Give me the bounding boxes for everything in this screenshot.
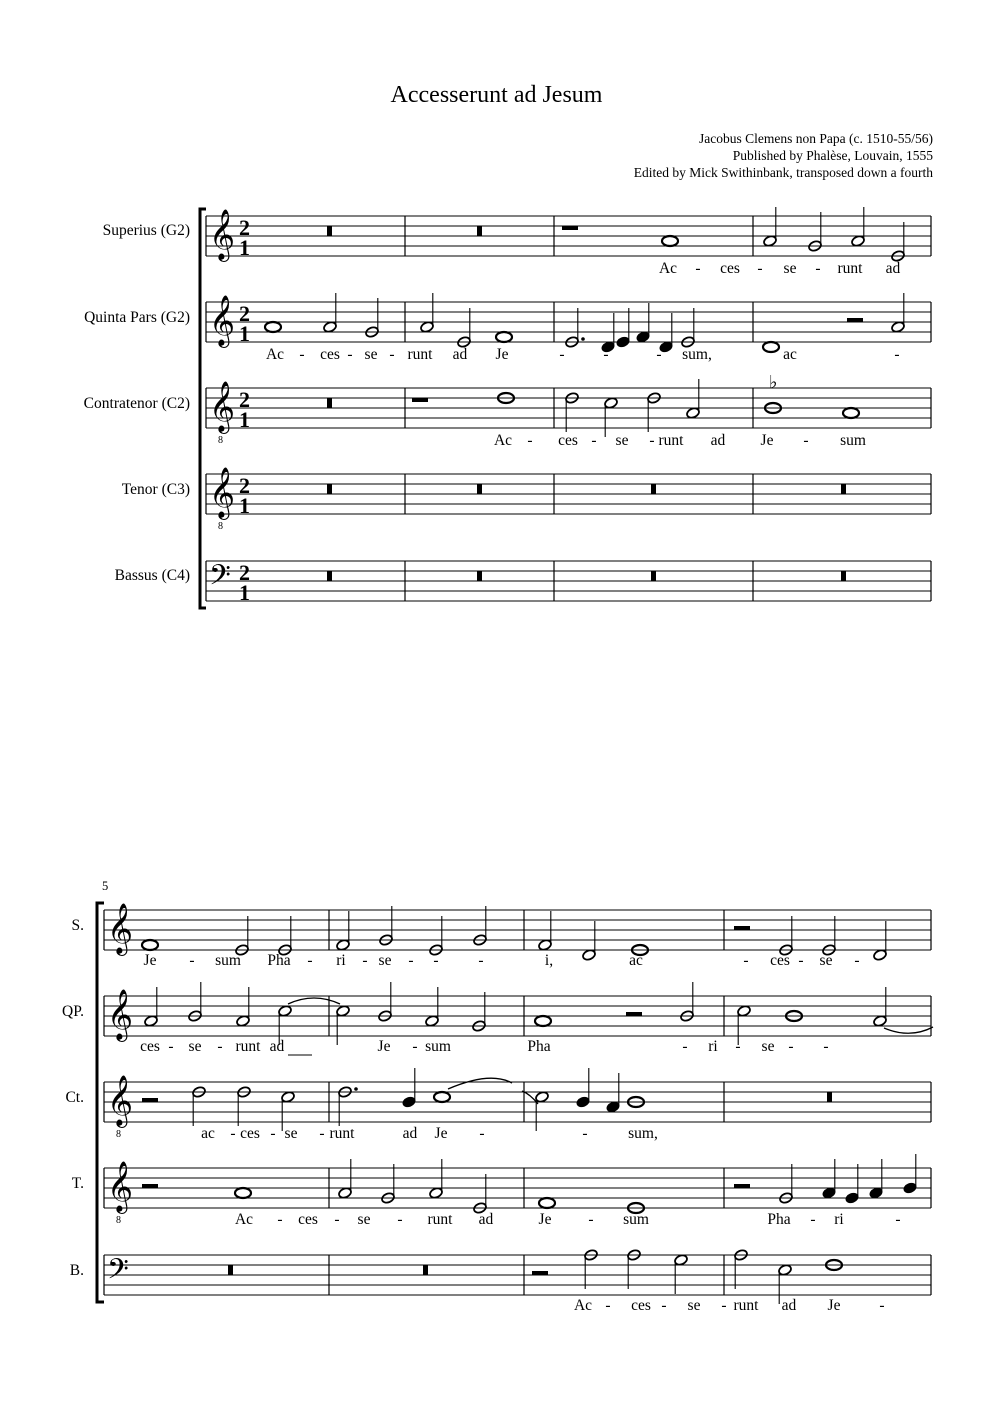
staff bbox=[104, 1168, 931, 1208]
lyric-syllable: Je bbox=[760, 432, 774, 449]
half-note bbox=[873, 987, 888, 1027]
breve-rest bbox=[327, 571, 332, 581]
treble-clef-glyph: 𝄞 bbox=[107, 1076, 134, 1125]
treble-clef-glyph: 𝄞 bbox=[107, 1162, 134, 1211]
lyric-hyphen: - bbox=[412, 1038, 418, 1055]
lyric-hyphen: - bbox=[815, 260, 821, 277]
treble-clef bbox=[107, 990, 133, 1042]
treble-clef bbox=[209, 468, 235, 532]
lyric-syllable: sum, bbox=[682, 346, 712, 363]
lyric-hyphen: - bbox=[479, 1125, 485, 1142]
lyric-hyphen: - bbox=[582, 1125, 588, 1142]
half-note bbox=[429, 1159, 444, 1199]
treble-clef-glyph: 𝄞 bbox=[209, 296, 236, 345]
notehead bbox=[582, 949, 597, 962]
lyric-hyphen: - bbox=[527, 432, 533, 449]
lyric-syllable: se bbox=[357, 1211, 371, 1228]
staff-label-bassus: Bassus (C4) bbox=[114, 567, 190, 584]
staff bbox=[206, 216, 931, 256]
notehead bbox=[429, 1187, 444, 1200]
half-note bbox=[763, 207, 778, 247]
lyric-syllable: ad bbox=[478, 1211, 494, 1228]
time-signature-numerator: 2 bbox=[239, 387, 250, 412]
lyric-hyphen: - bbox=[656, 346, 662, 363]
half-note bbox=[336, 911, 351, 951]
notehead bbox=[281, 1091, 296, 1104]
staff-label-b: B. bbox=[69, 1262, 84, 1279]
treble-clef bbox=[107, 1076, 133, 1140]
staff bbox=[206, 302, 931, 342]
whole-note bbox=[434, 1092, 450, 1102]
notehead bbox=[496, 332, 512, 342]
staff-label-qp: QP. bbox=[62, 1003, 84, 1020]
lyric-syllable: runt bbox=[235, 1038, 261, 1055]
lyric-syllable: Pha bbox=[267, 952, 291, 969]
half-note bbox=[144, 987, 159, 1027]
notehead bbox=[873, 949, 888, 962]
lyric-syllable: ri bbox=[336, 952, 346, 969]
whole-note bbox=[662, 236, 678, 246]
staff bbox=[104, 1082, 931, 1122]
octave-8-mark: 8 bbox=[218, 521, 223, 532]
notehead bbox=[338, 1187, 353, 1200]
half-note bbox=[604, 397, 619, 437]
breve-rest bbox=[477, 571, 482, 581]
treble-clef bbox=[209, 382, 235, 446]
lyric-syllable: ces bbox=[770, 952, 790, 969]
breve-rest bbox=[841, 484, 846, 494]
breve-rest bbox=[651, 484, 656, 494]
time-signature-denominator: 1 bbox=[239, 580, 250, 605]
half-note bbox=[535, 1091, 550, 1131]
minim-rest bbox=[734, 926, 750, 930]
notehead bbox=[674, 1254, 689, 1267]
half-note bbox=[538, 911, 553, 951]
lyric-hyphen: - bbox=[757, 260, 763, 277]
lyric-hyphen: - bbox=[433, 952, 439, 969]
lyric-hyphen: - bbox=[894, 346, 900, 363]
tie bbox=[884, 1027, 933, 1033]
half-note bbox=[323, 293, 338, 333]
treble-clef-glyph: 𝄞 bbox=[209, 210, 236, 259]
lyric-syllable: Je bbox=[377, 1038, 391, 1055]
octave-8-mark: 8 bbox=[116, 1129, 121, 1140]
minim-rest bbox=[626, 1012, 642, 1016]
time-signature-denominator: 1 bbox=[239, 493, 250, 518]
semibreve-rest bbox=[562, 226, 578, 230]
half-note bbox=[236, 987, 251, 1027]
notehead bbox=[822, 1187, 837, 1200]
notehead bbox=[737, 1005, 752, 1018]
quarter-note bbox=[822, 1159, 837, 1199]
octave-8-mark: 8 bbox=[116, 1215, 121, 1226]
lyric-syllable: se bbox=[783, 260, 797, 277]
time-signature-numerator: 2 bbox=[239, 473, 250, 498]
staff-label-ct: Ct. bbox=[65, 1089, 84, 1106]
lyric-hyphen: - bbox=[788, 1038, 794, 1055]
lyric-hyphen: - bbox=[362, 952, 368, 969]
quarter-note bbox=[903, 1154, 918, 1194]
lyric-syllable: se bbox=[687, 1297, 701, 1314]
lyric-syllable: runt bbox=[407, 346, 433, 363]
half-note bbox=[873, 921, 888, 961]
quarter-note bbox=[402, 1068, 417, 1108]
octave-8-mark: 8 bbox=[218, 435, 223, 446]
lyric-hyphen: - bbox=[803, 432, 809, 449]
treble-clef bbox=[107, 904, 133, 956]
lyric-syllable: ad bbox=[781, 1297, 797, 1314]
lyric-hyphen: - bbox=[299, 346, 305, 363]
treble-clef-glyph: 𝄞 bbox=[209, 382, 236, 431]
lyric-hyphen: - bbox=[559, 346, 565, 363]
notehead bbox=[142, 940, 158, 950]
lyric-hyphen: - bbox=[661, 1297, 667, 1314]
breve-rest bbox=[327, 484, 332, 494]
treble-clef bbox=[209, 296, 235, 348]
tie bbox=[448, 1078, 512, 1089]
lyric-hyphen: - bbox=[168, 1038, 174, 1055]
whole-note bbox=[265, 322, 281, 332]
notehead bbox=[778, 1264, 793, 1277]
lyric-syllable: ac bbox=[783, 346, 797, 363]
quarter-note bbox=[845, 1164, 860, 1204]
lyric-syllable: Je bbox=[434, 1125, 448, 1142]
quarter-note bbox=[606, 1073, 621, 1113]
notehead bbox=[336, 939, 351, 952]
lyric-syllable: ac bbox=[629, 952, 643, 969]
lyric-syllable: i, bbox=[544, 952, 554, 969]
lyric-syllable: ri bbox=[708, 1038, 718, 1055]
quarter-note bbox=[869, 1159, 884, 1199]
notehead bbox=[763, 235, 778, 248]
lyric-syllable: Pha bbox=[767, 1211, 791, 1228]
lyric-syllable: ad bbox=[452, 346, 468, 363]
lyric-hyphen: - bbox=[270, 1125, 276, 1142]
bass-clef: 𝄢 bbox=[209, 561, 231, 598]
lyric-syllable: ces bbox=[320, 346, 340, 363]
breve-rest bbox=[477, 226, 482, 236]
lyric-syllable: Ac bbox=[234, 1211, 254, 1228]
lyric-syllable: sum bbox=[425, 1038, 451, 1055]
lyric-syllable: se bbox=[378, 952, 392, 969]
notehead bbox=[535, 1016, 551, 1026]
staff-label-superius: Superius (G2) bbox=[102, 222, 190, 239]
treble-clef bbox=[107, 1162, 133, 1226]
notehead bbox=[903, 1182, 918, 1195]
notehead bbox=[144, 1015, 159, 1028]
staff-label-s: S. bbox=[71, 917, 84, 934]
lyric-syllable: ces bbox=[140, 1038, 160, 1055]
lyric-hyphen: - bbox=[588, 1211, 594, 1228]
notehead bbox=[606, 1101, 621, 1114]
composer-credit: Jacobus Clemens non Papa (c. 1510-55/56) bbox=[699, 131, 933, 146]
whole-note bbox=[496, 332, 512, 342]
breve-rest bbox=[477, 484, 482, 494]
lyric-syllable: ad bbox=[402, 1125, 418, 1142]
lyric-syllable: Ac bbox=[265, 346, 285, 363]
minim-rest bbox=[142, 1098, 158, 1102]
treble-clef-glyph: 𝄞 bbox=[107, 990, 134, 1039]
whole-note bbox=[765, 372, 781, 413]
lyric-hyphen: - bbox=[478, 952, 484, 969]
lyric-syllable: runt bbox=[733, 1297, 759, 1314]
lyric-syllable: se bbox=[188, 1038, 202, 1055]
lyric-syllable: ces bbox=[298, 1211, 318, 1228]
lyric-hyphen: - bbox=[397, 1211, 403, 1228]
whole-note bbox=[142, 940, 158, 950]
lyric-hyphen: - bbox=[277, 1211, 283, 1228]
lyric-syllable: Ac bbox=[658, 260, 678, 277]
time-signature-denominator: 1 bbox=[239, 235, 250, 260]
lyric-hyphen: - bbox=[230, 1125, 236, 1142]
lyric-hyphen: - bbox=[721, 1297, 727, 1314]
notehead bbox=[402, 1096, 417, 1109]
lyric-hyphen: - bbox=[854, 952, 860, 969]
lyric-hyphen: - bbox=[591, 432, 597, 449]
lyric-hyphen: - bbox=[605, 1297, 611, 1314]
breve-rest bbox=[228, 1265, 233, 1275]
lyric-syllable: sum, bbox=[628, 1125, 658, 1142]
lyric-syllable: runt bbox=[837, 260, 863, 277]
staff-label-t: T. bbox=[71, 1175, 84, 1192]
notehead bbox=[845, 1192, 860, 1205]
lyric-syllable: ces bbox=[720, 260, 740, 277]
lyric-syllable: runt bbox=[427, 1211, 453, 1228]
notehead bbox=[636, 331, 651, 344]
quarter-note bbox=[616, 308, 631, 348]
notehead bbox=[278, 1005, 293, 1018]
minim-rest bbox=[734, 1184, 750, 1188]
lyric-syllable: se bbox=[284, 1125, 298, 1142]
breve-rest bbox=[423, 1265, 428, 1275]
half-note bbox=[420, 293, 435, 333]
lyric-syllable: Ac bbox=[493, 432, 513, 449]
minim-rest bbox=[532, 1271, 548, 1275]
notehead bbox=[686, 407, 701, 420]
notehead bbox=[662, 236, 678, 246]
minim-rest bbox=[847, 318, 863, 322]
measure-number: 5 bbox=[102, 879, 109, 893]
breve-rest bbox=[651, 571, 656, 581]
time-signature-denominator: 1 bbox=[239, 407, 250, 432]
lyric-hyphen: - bbox=[743, 952, 749, 969]
augmentation-dot bbox=[581, 337, 585, 341]
lyric-syllable: Je bbox=[538, 1211, 552, 1228]
time-signature-denominator: 1 bbox=[239, 321, 250, 346]
lyric-hyphen: - bbox=[347, 346, 353, 363]
staff-label-contratenor: Contratenor (C2) bbox=[83, 395, 190, 412]
notehead bbox=[869, 1187, 884, 1200]
half-note bbox=[674, 1254, 689, 1294]
lyric-syllable: ac bbox=[201, 1125, 215, 1142]
notehead bbox=[235, 1188, 251, 1198]
breve-rest bbox=[327, 398, 332, 408]
time-signature-numerator: 2 bbox=[239, 560, 250, 585]
lyric-syllable: Je bbox=[827, 1297, 841, 1314]
publisher-credit: Published by Phalèse, Louvain, 1555 bbox=[732, 148, 933, 163]
lyric-syllable: runt bbox=[329, 1125, 355, 1142]
lyric-hyphen: - bbox=[649, 432, 655, 449]
whole-note bbox=[535, 1016, 551, 1026]
lyric-syllable: ces bbox=[631, 1297, 651, 1314]
quarter-note bbox=[576, 1068, 591, 1108]
lyric-syllable: se bbox=[364, 346, 378, 363]
system-bracket bbox=[97, 903, 104, 1302]
flat-accidental: ♭ bbox=[769, 372, 778, 392]
editor-credit: Edited by Mick Swithinbank, transposed down a fourth bbox=[633, 165, 933, 180]
notehead bbox=[434, 1092, 450, 1102]
half-note bbox=[851, 207, 866, 247]
half-note bbox=[425, 987, 440, 1027]
lyric-syllable: se bbox=[819, 952, 833, 969]
breve-rest bbox=[327, 226, 332, 236]
half-note bbox=[686, 379, 701, 419]
staff bbox=[104, 996, 931, 1036]
breve-rest bbox=[827, 1092, 832, 1102]
notehead bbox=[323, 321, 338, 334]
piece-title: Accesserunt ad Jesum bbox=[390, 82, 603, 108]
notehead bbox=[576, 1096, 591, 1109]
lyric-syllable: runt bbox=[658, 432, 684, 449]
whole-note bbox=[235, 1188, 251, 1198]
notehead bbox=[616, 336, 631, 349]
lyric-syllable: se bbox=[761, 1038, 775, 1055]
lyric-syllable: Je bbox=[495, 346, 509, 363]
lyric-hyphen: - bbox=[879, 1297, 885, 1314]
lyric-syllable: sum bbox=[215, 952, 241, 969]
system-bracket bbox=[200, 209, 206, 608]
lyric-hyphen: - bbox=[735, 1038, 741, 1055]
lyric-syllable: se bbox=[615, 432, 629, 449]
staff bbox=[104, 910, 931, 950]
whole-note bbox=[843, 408, 859, 418]
notehead bbox=[539, 1198, 555, 1208]
lyric-syllable: ad bbox=[269, 1038, 285, 1055]
lyric-hyphen: - bbox=[389, 346, 395, 363]
half-note bbox=[338, 1159, 353, 1199]
bass-clef: 𝄢 bbox=[107, 1255, 129, 1292]
notehead bbox=[236, 1015, 251, 1028]
lyric-hyphen: - bbox=[189, 952, 195, 969]
lyric-syllable: ces bbox=[558, 432, 578, 449]
notehead bbox=[604, 397, 619, 410]
breve-rest bbox=[841, 571, 846, 581]
lyric-syllable: Je bbox=[143, 952, 157, 969]
half-note bbox=[582, 921, 597, 961]
lyric-hyphen: - bbox=[895, 1211, 901, 1228]
lyric-hyphen: - bbox=[810, 1211, 816, 1228]
treble-clef-glyph: 𝄞 bbox=[107, 904, 134, 953]
notehead bbox=[843, 408, 859, 418]
lyric-syllable: sum bbox=[623, 1211, 649, 1228]
semibreve-rest bbox=[412, 398, 428, 402]
lyric-hyphen: - bbox=[695, 260, 701, 277]
lyric-syllable: Ac bbox=[573, 1297, 593, 1314]
treble-clef bbox=[209, 210, 235, 262]
lyric-hyphen: - bbox=[217, 1038, 223, 1055]
lyric-hyphen: - bbox=[682, 1038, 688, 1055]
staff bbox=[206, 474, 931, 514]
notehead bbox=[425, 1015, 440, 1028]
half-note bbox=[336, 1005, 351, 1045]
whole-note bbox=[763, 342, 779, 352]
half-note bbox=[891, 293, 906, 333]
staff bbox=[206, 561, 931, 601]
notehead bbox=[763, 342, 779, 352]
tie bbox=[288, 998, 340, 1004]
staff-label-tenor: Tenor (C3) bbox=[121, 481, 190, 498]
notehead bbox=[336, 1005, 351, 1018]
lyric-syllable: Pha bbox=[527, 1038, 551, 1055]
lyric-syllable: ri bbox=[834, 1211, 844, 1228]
notehead bbox=[265, 322, 281, 332]
time-signature-numerator: 2 bbox=[239, 301, 250, 326]
lyric-hyphen: - bbox=[307, 952, 313, 969]
notehead bbox=[891, 321, 906, 334]
treble-clef-glyph: 𝄞 bbox=[209, 468, 236, 517]
lyric-hyphen: - bbox=[319, 1125, 325, 1142]
lyric-syllable: sum bbox=[840, 432, 866, 449]
lyric-hyphen: - bbox=[798, 952, 804, 969]
whole-note bbox=[539, 1198, 555, 1208]
notehead bbox=[538, 939, 553, 952]
quarter-note bbox=[636, 303, 651, 343]
lyric-hyphen: - bbox=[603, 346, 609, 363]
notehead bbox=[873, 1015, 888, 1028]
staff-label-quinta-pars: Quinta Pars (G2) bbox=[84, 309, 190, 326]
lyric-hyphen: - bbox=[334, 1211, 340, 1228]
notehead bbox=[851, 235, 866, 248]
notehead bbox=[420, 321, 435, 334]
lyric-syllable: ad bbox=[710, 432, 726, 449]
lyric-syllable: ad bbox=[885, 260, 901, 277]
minim-rest bbox=[142, 1184, 158, 1188]
lyric-syllable: ces bbox=[240, 1125, 260, 1142]
time-signature-numerator: 2 bbox=[239, 215, 250, 240]
notehead bbox=[535, 1091, 550, 1104]
lyric-hyphen: - bbox=[823, 1038, 829, 1055]
lyric-hyphen: - bbox=[408, 952, 414, 969]
augmentation-dot bbox=[354, 1087, 358, 1091]
